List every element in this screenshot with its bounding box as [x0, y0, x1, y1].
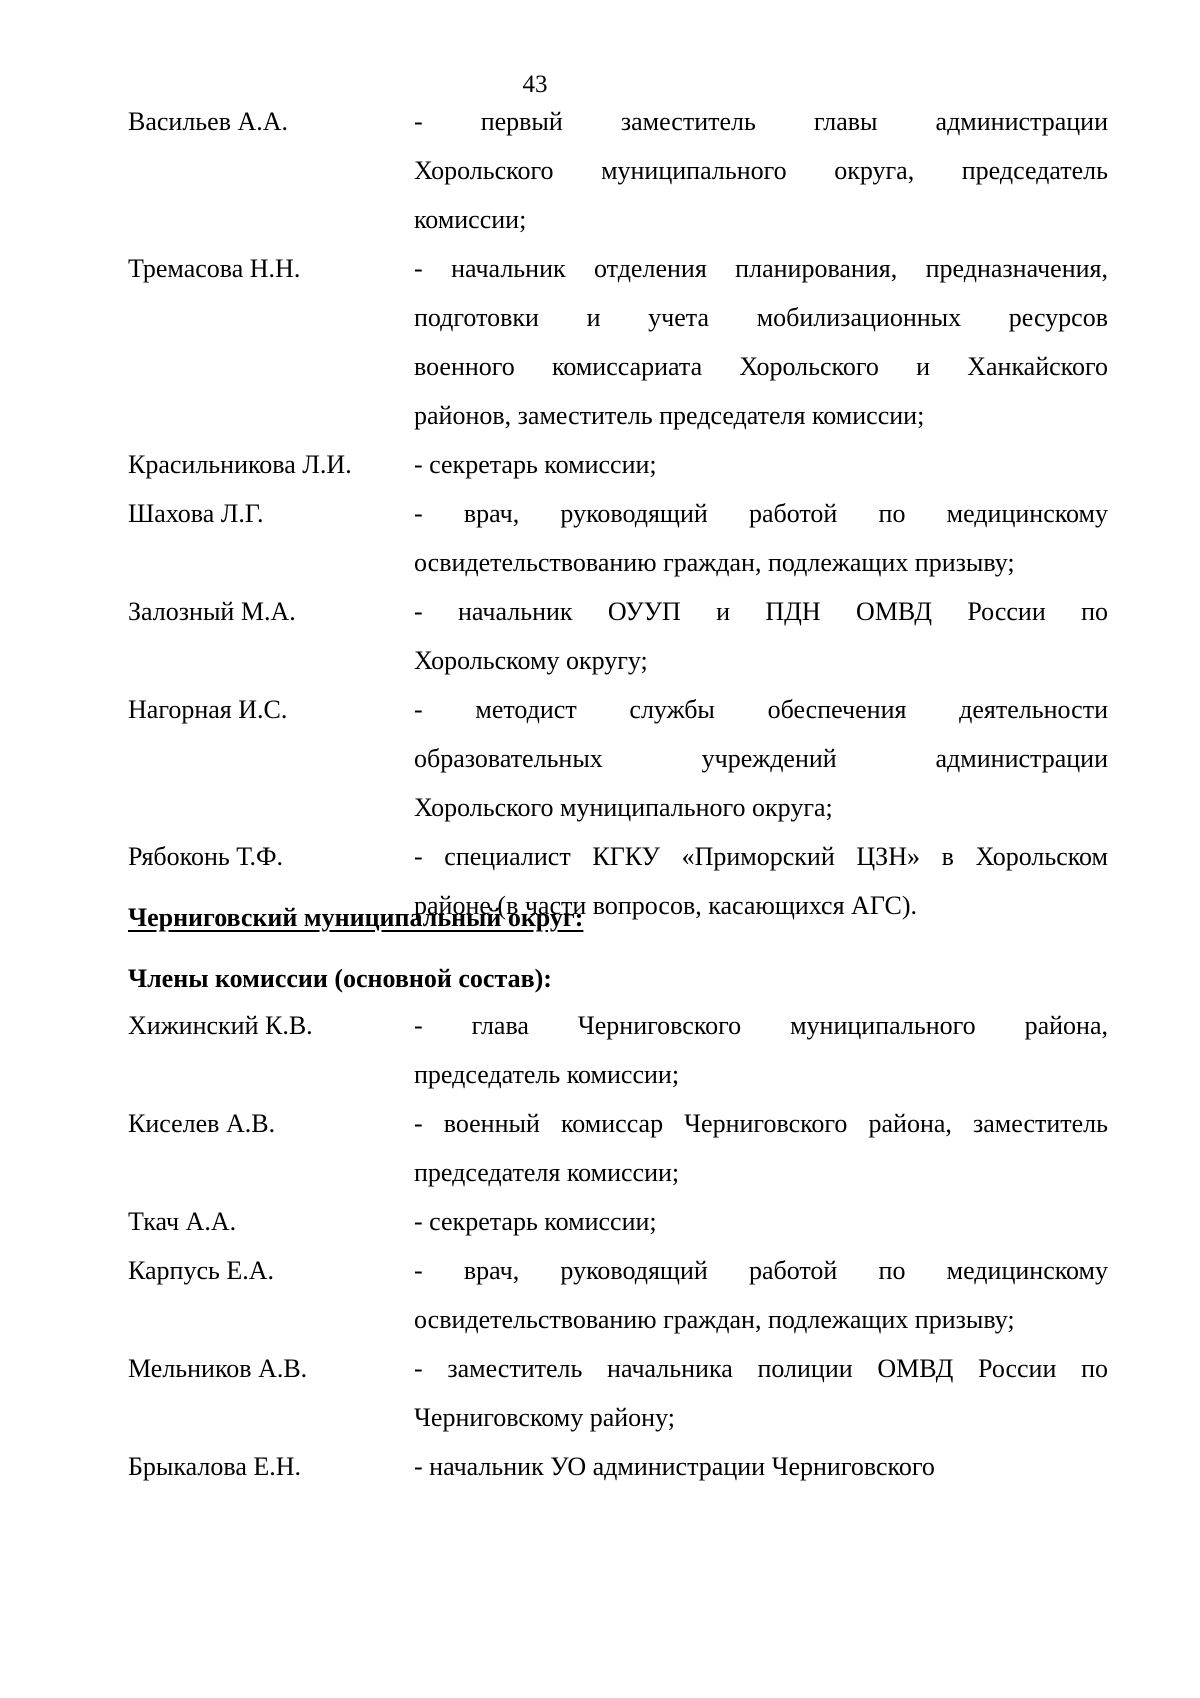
member-role-line: подготовки и учета мобилизационных ресурсов	[414, 303, 1108, 332]
member-role-line: председатель комиссии;	[414, 1060, 680, 1089]
member-role	[414, 587, 1108, 685]
member-name: Нагорная И.С.	[128, 695, 288, 724]
member-row	[128, 440, 1108, 489]
member-role	[414, 1001, 1108, 1099]
member-name: Брыкалова Е.Н.	[128, 1452, 302, 1481]
member-role-line: - специалист КГКУ «Приморский ЦЗН» в Хорольском	[414, 842, 1108, 871]
member-role-line: Хорольского муниципального округа;	[414, 793, 833, 822]
section-title: Черниговский муниципальный округ:	[128, 903, 584, 932]
member-name: Киселев А.В.	[128, 1109, 276, 1138]
member-name: Рябоконь Т.Ф.	[128, 842, 284, 871]
member-role-line: - секретарь комиссии;	[414, 450, 657, 479]
section1-member-list	[128, 97, 1108, 930]
member-role-line: - врач, руководящий работой по медицинскому	[414, 499, 1108, 528]
member-role	[414, 244, 1108, 440]
member-row	[128, 587, 1108, 685]
member-role	[414, 685, 1108, 832]
member-name: Шахова Л.Г.	[128, 499, 264, 528]
member-row	[128, 97, 1108, 244]
member-role-line: - военный комиссар Черниговского района, заместитель	[414, 1109, 1108, 1138]
member-row	[128, 685, 1108, 832]
member-role	[414, 1246, 1108, 1344]
member-role-line: освидетельствованию граждан, подлежащих призыву;	[414, 1305, 1015, 1334]
member-role-line: - заместитель начальника полиции ОМВД России по	[414, 1354, 1108, 1383]
member-role-line: - методист службы обеспечения деятельности	[414, 695, 1108, 724]
member-role-line: военного комиссариата Хорольского и Ханкайского	[414, 352, 1108, 381]
member-role-line: - врач, руководящий работой по медицинскому	[414, 1256, 1108, 1285]
member-role	[414, 440, 1108, 489]
member-role	[414, 489, 1108, 587]
member-role-line: освидетельствованию граждан, подлежащих призыву;	[414, 548, 1015, 577]
section-subtitle: Члены комиссии (основной состав):	[128, 964, 552, 993]
member-role-line: - первый заместитель главы администрации	[414, 107, 1108, 136]
member-role	[414, 1099, 1108, 1197]
member-name: Карпусь Е.А.	[128, 1256, 275, 1285]
page-number: 43	[522, 71, 548, 98]
member-role	[414, 1197, 1108, 1246]
member-row	[128, 1099, 1108, 1197]
member-role-line: Хорольскому округу;	[414, 646, 648, 675]
member-role-line: председателя комиссии;	[414, 1158, 680, 1187]
member-row	[128, 1442, 1108, 1491]
member-role-line: - начальник отделения планирования, предназначения,	[414, 254, 1108, 283]
member-name: Ткач А.А.	[128, 1207, 237, 1236]
section2-member-list	[128, 1001, 1108, 1491]
member-role-line: Черниговскому району;	[414, 1403, 675, 1432]
member-name: Красильникова Л.И.	[128, 450, 352, 479]
member-role	[414, 1344, 1108, 1442]
member-name: Васильев А.А.	[128, 107, 289, 136]
member-name: Хижинский К.В.	[128, 1011, 313, 1040]
member-role-line: комиссии;	[414, 205, 527, 234]
member-role	[414, 97, 1108, 244]
member-role-line: районов, заместитель председателя комиссии;	[414, 401, 925, 430]
member-role-line: - начальник ОУУП и ПДН ОМВД России по	[414, 597, 1108, 626]
member-name: Залозный М.А.	[128, 597, 296, 626]
member-role-line: - начальник УО администрации Черниговского	[414, 1452, 935, 1481]
member-role-line: Хорольского муниципального округа, председатель	[414, 156, 1108, 185]
member-name: Тремасова Н.Н.	[128, 254, 301, 283]
member-role-line: - глава Черниговского муниципального района,	[414, 1011, 1108, 1040]
member-role-line: районе (в части вопросов, касающихся АГС).	[414, 891, 918, 920]
member-role-line: образовательных учреждений администрации	[414, 744, 1108, 773]
member-row	[128, 1344, 1108, 1442]
member-row	[128, 244, 1108, 440]
member-row	[128, 1246, 1108, 1344]
member-row	[128, 1197, 1108, 1246]
member-name: Мельников А.В.	[128, 1354, 308, 1383]
member-role	[414, 1442, 1108, 1491]
member-row	[128, 1001, 1108, 1099]
member-row	[128, 489, 1108, 587]
member-role-line: - секретарь комиссии;	[414, 1207, 657, 1236]
